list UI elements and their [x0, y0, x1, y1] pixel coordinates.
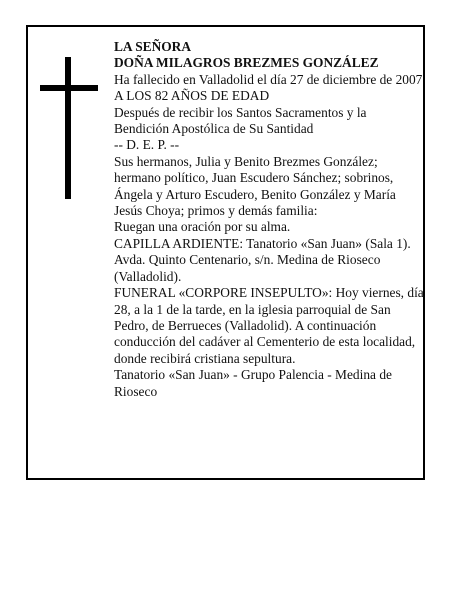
prayer-request: Ruegan una oración por su alma. [114, 219, 291, 235]
obituary-notice [26, 25, 425, 480]
sacraments-line: Después de recibir los Santos Sacramentos y la Bendición Apostólica de Su Santidad [114, 104, 367, 137]
latin-cross-icon [40, 57, 98, 199]
cross-horizontal-bar [40, 85, 98, 91]
rip-line: -- D. E. P. -- [114, 137, 180, 153]
death-statement: Ha fallecido en Valladolid el día 27 de diciembre de 2007 [114, 71, 423, 87]
obituary-text [114, 39, 424, 400]
chapel-info: CAPILLA ARDIENTE: Tanatorio «San Juan» (Sala 1). Avda. Quinto Centenario, s/n. Medina de Rioseco (Valladolid). [114, 235, 411, 284]
honorific-line: LA SEÑORA [114, 39, 192, 54]
cross-vertical-bar [65, 57, 71, 199]
deceased-name: DOÑA MILAGROS BREZMES GONZÁLEZ [114, 55, 379, 71]
funeral-info: FUNERAL «CORPORE INSEPULTO»: Hoy viernes, día 28, a la 1 de la tarde, en la iglesia parroquial de San Pedro, de Berrueces (Valladolid). A continuación conducción del cadáver al Cementerio de esta localidad, donde recibirá cristiana sepultura. [114, 285, 424, 366]
age-line: A LOS 82 AÑOS DE EDAD [114, 88, 270, 104]
funeral-home-line: Tanatorio «San Juan» - Grupo Palencia - Medina de Rioseco [114, 367, 392, 399]
family-line: Sus hermanos, Julia y Benito Brezmes González; hermano político, Juan Escudero Sánchez; sobrinos, Ángela y Arturo Escudero, Benito González y María Jesús Choya; primos y demás familia: [114, 153, 396, 219]
